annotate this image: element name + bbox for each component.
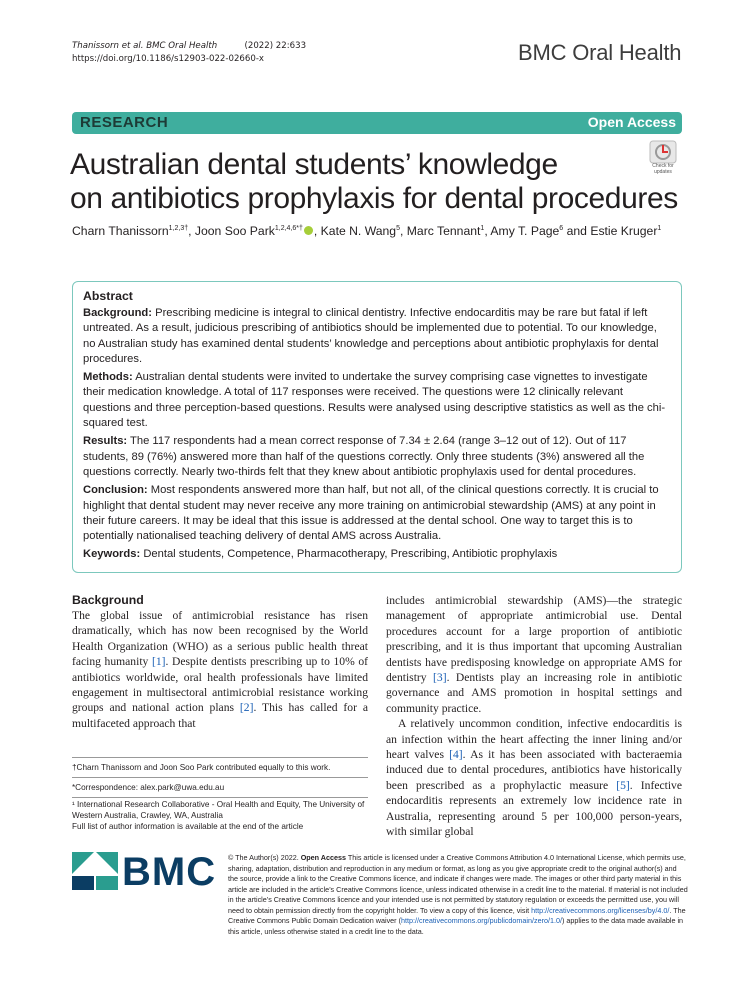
- paragraph-text: . Despite dentists prescribing up to 10% of antibiotics worldwide, oral health professionals have limited engagement in multisectoral antimicrobial resistance working groups and national action plans: [72, 655, 368, 715]
- paragraph-text: The global issue of antimicrobial resistance has risen dramatically, which has now been recognised by the World Health Organization (WHO) as a serious public health threat facing humanity: [72, 609, 368, 669]
- author-name: Joon Soo Park: [194, 224, 275, 238]
- bmc-logo: [72, 850, 217, 894]
- abstract-conclusion: [83, 483, 671, 544]
- author-affil: 6: [559, 224, 564, 232]
- open-access-bold: Open Access: [300, 853, 346, 862]
- author-affil: 1,2,3†: [168, 224, 189, 232]
- author-name: Amy T. Page: [490, 224, 560, 238]
- title-line-2: on antibiotics prophylaxis for dental procedures: [70, 182, 678, 215]
- article-type-banner: [72, 112, 682, 134]
- results-text: The 117 respondents had a mean correct response of 7.34 ± 2.64 (range 3–12 out of 12). Out of 117 students, 89 (76%) answered more than half of the questions correctly. Only three students (3%) answered all the questions correctly. Nearly two-thirds felt that they knew about antibiotic prophylaxis used for dental procedures.: [83, 435, 645, 478]
- article-type: RESEARCH: [80, 114, 169, 131]
- footnote-correspondence: *Correspondence: alex.park@uwa.edu.au: [72, 783, 225, 792]
- background-text: Prescribing medicine is integral to clinical dentistry. Infective endocarditis may be rare but fatal if left untreated. As a result, judicious prescribing of antibiotics should be implemented due to potential. To our knowledge, no Australian study has examined dental students’ knowledge and perceptions about antibiotic prophylaxis for dental procedures.: [83, 307, 659, 365]
- cc-zero-link[interactable]: http://creativecommons.org/publicdomain/zero/1.0/: [400, 916, 562, 925]
- methods-text: Australian dental students were invited to undertake the survey comprising case vignettes to investigate their medication knowledge. A total of 117 responses were received. The questions were 12 clinically relevant questions and three perception-based questions. Results were analysed using descriptive statistics as well as the chi-squared test.: [83, 371, 666, 430]
- abstract-box: [72, 281, 682, 573]
- bmc-mark-icon: [72, 852, 118, 890]
- license-body: . The Creative Commons Public Domain Dedication waiver (: [228, 905, 686, 925]
- conclusion-label: Conclusion:: [83, 484, 148, 497]
- running-header: [72, 40, 306, 66]
- citation: Thanissorn et al. BMC Oral Health: [72, 41, 218, 51]
- paragraph-text: . Infective endocarditis represents an extremely low incidence rate in Australia, representing around 5 per 100,000 person-years, with similar global: [386, 778, 682, 839]
- open-access-label: Open Access: [587, 114, 676, 130]
- paragraph-text: . This has called for a multifaceted approach that: [72, 701, 368, 730]
- citation-link[interactable]: [4]: [449, 748, 463, 762]
- license-body: ) applies to the data made available in this article, unless otherwise stated in a credit line to the data.: [228, 916, 684, 936]
- body-right-column: [386, 593, 682, 840]
- results-label: Results:: [83, 435, 128, 448]
- footnote-divider: [72, 777, 368, 778]
- author-name: Marc Tennant: [406, 224, 481, 238]
- abstract-keywords: [83, 547, 671, 562]
- paragraph: [386, 593, 682, 716]
- author-affil: 1: [657, 224, 662, 232]
- author-affil: 5: [396, 224, 400, 232]
- author-name: Charn Thanissorn: [72, 224, 169, 238]
- abstract-methods: [83, 370, 671, 431]
- journal-name: BMC Oral Health: [518, 40, 682, 65]
- bmc-logo-text: BMC: [122, 850, 217, 894]
- paragraph-text: includes antimicrobial stewardship (AMS)—the strategic management of appropriate antimicrobial use. Dental procedures account for a large proportion of antibiotic prescribing, and it is thus important that upcoming Australian dentists have predisposing knowledge on appropriate AMS for dentistry: [386, 594, 682, 685]
- citation-link[interactable]: [5]: [616, 778, 630, 792]
- footnote-divider: [72, 797, 368, 798]
- paragraph: [72, 608, 368, 731]
- citation-link[interactable]: [3]: [433, 671, 447, 685]
- cc-by-link[interactable]: http://creativecommons.org/licenses/by/4.0/: [531, 905, 670, 915]
- author-name: Kate N. Wang: [320, 224, 397, 238]
- article-title: [70, 148, 690, 216]
- citation-link[interactable]: [1]: [151, 655, 166, 669]
- citation-link[interactable]: [2]: [239, 701, 254, 715]
- title-line-1: Australian dental students’ knowledge: [70, 148, 558, 181]
- year-volume: (2022) 22:633: [244, 41, 307, 51]
- license-body: This article is licensed under a Creative Commons Attribution 4.0 International License, which permits use, sharing, adaptation, distribution and reproduction in any medium or format, as long as you give appropriate credit to the original author(s) and the source, provide a link to the Creative Commons licence, and indicate if changes were made. The images or other third party material in this article are included in the article’s Creative Commons licence, unless indicated otherwise in a credit line to the material. If material is not included in the article’s Creative Commons licence and your intended use is not permitted by statutory regulation or exceeds the permitted use, you will need to obtain permission directly from the copyright holder. To view a copy of this licence, visit: [228, 853, 688, 915]
- abstract-results: [83, 434, 671, 480]
- methods-label: Methods:: [83, 371, 133, 384]
- paragraph-text: . As it has been associated with bacteraemia induced due to dental procedures, antibiotics have historically been prescribed as a prophylactic measure: [386, 748, 683, 792]
- abstract-heading: Abstract: [83, 289, 133, 303]
- updates-label: updates: [654, 168, 672, 175]
- affiliation-text: ¹ International Research Collaborative - Oral Health and Equity, The University of Western Australia, Crawley, WA, Australia: [72, 800, 365, 820]
- conclusion-text: Most respondents answered more than half, but not all, of the clinical questions correctly. It is crucial to highlight that dental student may never receive any more training on antimicrobial stewardship (AMS) at any point in their future careers. It may be ideal that this issue is addressed at the dental school. One way to target this is to potentially nationalised teaching delivery of dental AMS across Australia.: [83, 484, 659, 543]
- paragraph-text: A relatively uncommon condition, infective endocarditis is an infection within the heart affecting the inner lining and/or heart valves: [386, 717, 682, 762]
- author-list: Charn Thanissorn$^{1,2,3\dagger}$, Joon Soo Park$^{1,2,4,6*\dagger}$ , Kate N. Wang$^5$, Marc Tennant$^1$, Amy T. Page$^6$ and Estie Kruger$^1$: [72, 224, 662, 238]
- footnote-equal: †Charn Thanissorn and Joon Soo Park contributed equally to this work.: [72, 763, 331, 772]
- doi-link[interactable]: https://doi.org/10.1186/s12903-022-02660-x: [72, 54, 265, 64]
- copyright: © The Author(s) 2022.: [228, 853, 299, 862]
- abstract-background: [83, 306, 671, 367]
- author-affil: 1,2,4,6*†: [274, 224, 303, 232]
- footnote-divider: [72, 757, 368, 758]
- paragraph: [386, 716, 682, 839]
- check-for-label: Check for: [652, 163, 674, 169]
- author-affil: 1: [480, 224, 485, 232]
- license-text: [228, 853, 688, 937]
- orcid-icon[interactable]: [304, 226, 313, 235]
- keywords-text: Dental students, Competence, Pharmacotherapy, Prescribing, Antibiotic prophylaxis: [143, 548, 558, 561]
- background-label: Background:: [83, 307, 152, 319]
- paragraph-text: . Dentists play an increasing role in antibiotic governance and AMS promotion in hospital settings and community practice.: [386, 671, 682, 715]
- body-left-column: [72, 593, 368, 731]
- section-heading: Background: [72, 593, 144, 607]
- keywords-label: Keywords:: [83, 548, 141, 561]
- full-author-info: Full list of author information is available at the end of the article: [72, 822, 304, 831]
- author-name: Estie Kruger: [590, 224, 658, 238]
- footnote-affiliation: [72, 799, 368, 832]
